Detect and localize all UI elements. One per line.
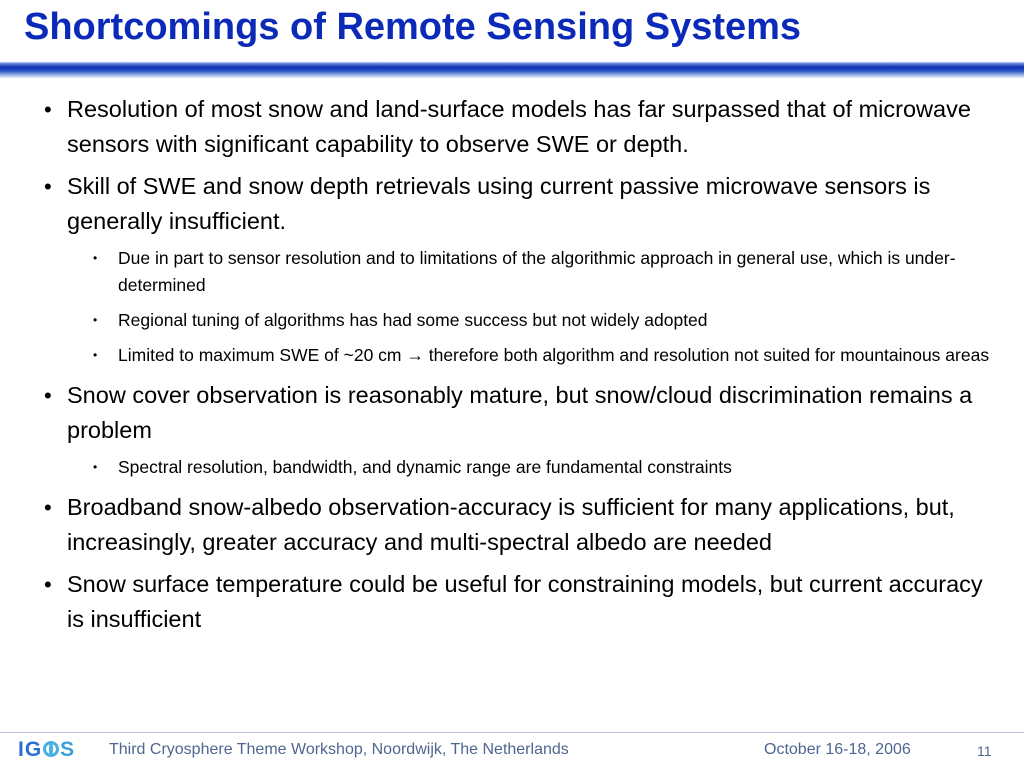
footer-divider [0,732,1024,733]
bullet-icon: • [44,495,52,520]
bullet-text: Resolution of most snow and land-surface models has far surpassed that of microwave sensors with significant capability to observe SWE or depth. [67,96,971,157]
sub-bullet-icon: • [93,313,98,327]
sub-bullet-icon: • [93,348,98,362]
bullet-icon: • [44,97,52,122]
sub-bullet-item [40,245,1005,299]
sub-bullet-text: Due in part to sensor resolution and to limitations of the algorithmic approach in general use, which is under-determined [118,248,956,295]
sub-bullet-icon: • [93,460,98,474]
sub-bullet-text [118,345,989,365]
slide-title: Shortcomings of Remote Sensing Systems [24,6,802,48]
slide-body [40,92,1005,644]
sub-bullet-icon: • [93,251,98,265]
bullet-text: Snow surface temperature could be useful for constraining models, but current accuracy is insufficient [67,571,983,632]
igos-logo [18,738,75,762]
bullet-item [40,92,1005,162]
logo-text-start: IG [18,738,43,761]
right-arrow-icon: → [406,345,424,365]
sub-bullet-item [40,307,1005,334]
slide-footer [0,738,1024,764]
sub-bullet-item [40,454,1005,481]
bullet-text: Broadband snow-albedo observation-accuracy is sufficient for many applications, but, increasingly, greater accuracy and multi-spectral albedo are needed [67,494,955,555]
footer-event-name: Third Cryosphere Theme Workshop, Noordwijk, The Netherlands [109,741,569,758]
bullet-item [40,490,1005,560]
bullet-item [40,378,1005,448]
title-divider-bar [0,60,1024,78]
bullet-icon: • [44,572,52,597]
bullet-item [40,169,1005,239]
bullet-icon: • [44,383,52,408]
sub-bullet-text-start: Limited to maximum SWE of ~20 cm [118,345,407,365]
sub-bullet-text: Spectral resolution, bandwidth, and dynamic range are fundamental constraints [118,457,732,477]
globe-icon [43,741,59,757]
sub-bullet-text-end: therefore both algorithm and resolution not suited for mountainous areas [423,345,990,365]
bullet-text: Snow cover observation is reasonably mature, but snow/cloud discrimination remains a problem [67,382,973,443]
sub-bullet-item [40,342,1005,369]
logo-text-end: S [60,738,76,761]
sub-bullet-text: Regional tuning of algorithms has had some success but not widely adopted [118,310,708,330]
bullet-text: Skill of SWE and snow depth retrievals using current passive microwave sensors is generally insufficient. [67,173,931,234]
bullet-item [40,567,1005,637]
page-number: 11 [977,743,992,759]
bullet-icon: • [44,174,52,199]
footer-date: October 16-18, 2006 [764,741,911,758]
